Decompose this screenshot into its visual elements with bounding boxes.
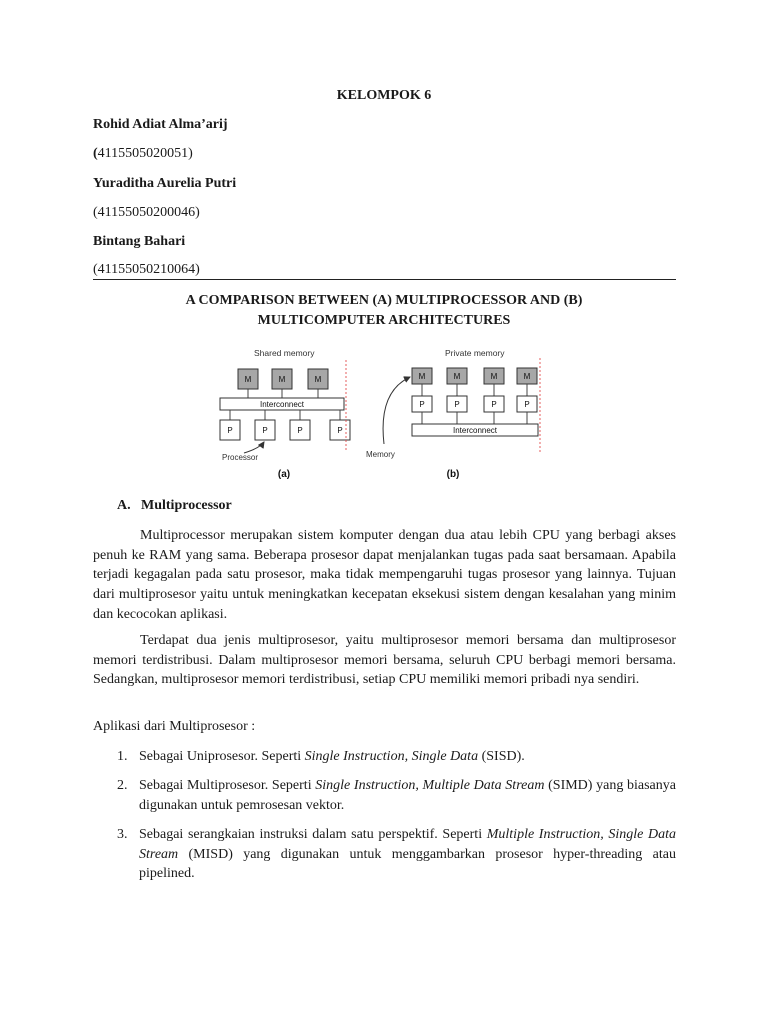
figure-title-line-1: A COMPARISON BETWEEN (A) MULTIPROCESSOR AND (B) <box>185 293 583 308</box>
diagram-b-processor-1-label: P <box>419 400 425 409</box>
figure-title-line-2: MULTICOMPUTER ARCHITECTURES <box>257 313 511 328</box>
diagram-a-caption: Shared memory <box>254 348 315 358</box>
diagram-a-panel-label: (a) <box>277 469 291 480</box>
section-a-heading: Multiprocessor <box>141 498 232 513</box>
diagram-a-processor-1-label: P <box>227 426 233 435</box>
diagram-b-multicomputer <box>366 348 540 480</box>
diagram-b-processor-2-label: P <box>454 400 460 409</box>
member-2-name: Yuraditha Aurelia Putri <box>93 176 237 191</box>
diagram-a-processor-4-label: P <box>337 426 343 435</box>
list-item <box>117 776 676 815</box>
member-1-name: Rohid Adiat Alma’arij <box>93 117 228 132</box>
diagram-b-memory-3-label: M <box>490 372 498 381</box>
diagram-a-multiprocessor <box>220 348 350 480</box>
diagram-b-processor-3-label: P <box>491 400 497 409</box>
diagram-b-memory-arrow <box>383 377 410 444</box>
diagram-a-processor-2-label: P <box>262 426 268 435</box>
diagram-b-memory-arrow-label: Memory <box>366 450 395 459</box>
list-item-text: Sebagai Uniprosesor. Seperti Single Instruction, Single Data (SISD). <box>139 749 525 764</box>
list-item-number: 1. <box>117 749 128 764</box>
diagram-a-processor-3-label: P <box>297 426 303 435</box>
diagram-b-interconnect-label: Interconnect <box>452 426 498 435</box>
applications-intro: Aplikasi dari Multiprosesor : <box>93 719 256 734</box>
list-item-number: 2. <box>117 778 128 793</box>
list-item-text: Sebagai serangkaian instruksi dalam satu perspektif. Seperti Multiple Instruction, Single Data Stream (MISD) yang digunakan untuk menggambarkan prosesor hyper-threading atau pipelined. <box>139 827 677 882</box>
diagram-b-memory-2-label: M <box>453 372 461 381</box>
diagram-b-caption: Private memory <box>445 348 505 358</box>
diagram-b-panel-label: (b) <box>446 469 460 480</box>
diagram-a-memory-3-label: M <box>314 375 322 384</box>
diagram-a-memory-2-label: M <box>278 375 286 384</box>
diagram-a-interconnect-label: Interconnect <box>259 400 305 409</box>
diagram-a-processor-arrow <box>244 442 264 453</box>
diagram-b-processor-4-label: P <box>524 400 530 409</box>
member-2-id: (41155050200046) <box>93 205 200 220</box>
header-divider <box>93 279 676 280</box>
list-item-text: Sebagai Multiprosesor. Seperti Single Instruction, Multiple Data Stream (SIMD) yang biasanya digunakan untuk pemrosesan vektor. <box>139 778 676 813</box>
diagram-b-memory-4-label: M <box>523 372 531 381</box>
list-item-number: 3. <box>117 827 128 842</box>
list-item <box>117 825 676 884</box>
architecture-figure <box>200 340 560 485</box>
member-1-id: (4115505020051) <box>93 146 193 161</box>
member-3-name: Bintang Bahari <box>93 234 186 249</box>
diagram-b-memory-1-label: M <box>418 372 426 381</box>
list-item <box>117 747 676 767</box>
group-title: KELOMPOK 6 <box>336 88 432 103</box>
diagram-a-memory-1-label: M <box>244 375 252 384</box>
section-a-paragraph-2: Terdapat dua jenis multiprosesor, yaitu multiprosesor memori bersama dan multiprosesor memori terdistribusi. Dalam multiprosesor memori bersama, seluruh CPU berbagi memori bersama. Sedangkan, multiprosesor memori terdistribusi, setiap CPU memiliki memori pribadi nya sendiri. <box>93 633 676 688</box>
section-a-number: A. <box>117 498 131 513</box>
diagram-a-processor-arrow-label: Processor <box>222 453 259 462</box>
section-a-paragraph-1: Multiprocessor merupakan sistem komputer dengan dua atau lebih CPU yang berbagi akses penuh ke RAM yang sama. Beberapa prosesor dapat menjalankan tugas pada saat bersamaan. Apabila terjadi kegagalan pada satu prosesor, maka tidak mempengaruhi tugas prosesor yang lainnya. Tujuan dari multiprosesor yaitu untuk meningkatkan kecepatan eksekusi sistem dengan kesalahan yang minim dan kecocokan aplikasi. <box>93 528 676 622</box>
member-3-id: (41155050210064) <box>93 262 200 277</box>
